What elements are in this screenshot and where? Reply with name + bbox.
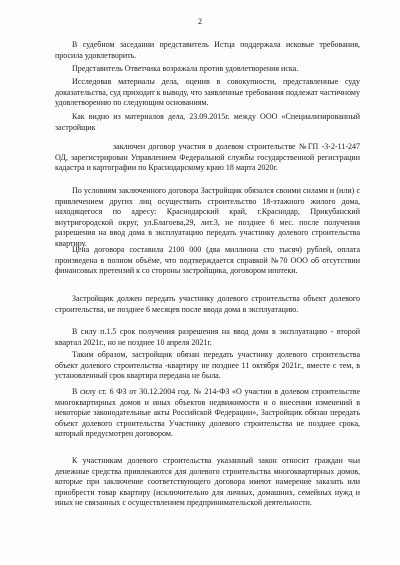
- paragraph-transfer-deadline: Таким образом, застройщик обязан передать участнику долевого строительства объект долевого строительства -квартиру не позднее 11 октября 2021г., вместе с тем, в установленный срок квартира передана не была.: [55, 350, 360, 381]
- paragraph-court-findings: Исследовав материалы дела, оценив в совокупности, представленные суду доказательства, суд приходит к выводу, что заявленные требования подлежат частичному удовлетворению по следующим основаниям.: [55, 77, 360, 108]
- paragraph-contract-price: Цена договора составила 2100 000 (два миллиона сто тысяч) рублей, оплата произведена в полном объёме, что подтверждается справкой №70 ООО об отсутствии финансовых претензий к со стороны застройщика, договором ипотеки.: [55, 245, 360, 276]
- paragraph-federal-law: В силу ст. 6 ФЗ от 30.12.2004 год. № 214-ФЗ «О участии в долевом строительстве многоквартирных домов и иных объектов недвижимости и о внесении изменений в некоторые законодательные акты Российской Федерации», Застройщик обязан передать объект долевого строительства Участнику долевого строительства не позднее срока, который предусмотрен договором.: [55, 387, 360, 439]
- paragraph-participants: К участникам долевого строительства указанный закон относит граждан чьи денежные средства привлекаются для долевого строительства многоквартирных домов, которые при заключение соответствующего договора имеют намерение заказать или приобрести товар квартиру (исключительно для личных, домашних, семейных нужд и иных не связанных с осуществлением предпринимательской деятельности.: [55, 456, 360, 508]
- paragraph-permit-deadline: В силу п.1.5 срок получения разрешения на ввод дома в эксплуатацию - второй квартал 2021г., но не позднее 10 апреля 2021г.: [55, 327, 360, 347]
- paragraph-transfer-obligation: Застройщик должен передать участнику долевого строительства объект долевого строительства, не позднее 6 месяцев после ввода дома в эксплуатацию.: [55, 294, 360, 314]
- paragraph-contract-terms: По условиям заключенного договора Застройщик обязался своими силами и (или) с привлечением других лиц осуществить строительство 18-этажного жилого дома, находящегося по адресу: Краснодарский край, г.Краснодар, Прикубанский внутригородской округ, ул.Благоева,29, лит.3, не позднее 6 мес. после получения разрешения на ввод дома в эксплуатацию передать участнику долевого строительства квартиру.: [55, 186, 360, 248]
- paragraph-claim-support: В судебном заседании представитель Истца поддержала исковые требования, просила удовлетворить.: [55, 40, 360, 60]
- paragraph-contract-date: Как видно из материалов дела, 23.09.2015г. между ООО «Специализированный застройщик: [55, 112, 360, 132]
- paragraph-defendant-objection: Представитель Ответчика возражала против удовлетворения иска.: [72, 64, 299, 73]
- page-number: 2: [198, 17, 202, 26]
- paragraph-contract-registration: заключен договор участия в долевом строительстве №ГП -3-2-11-247 ОД, зарегистрирован Управлением Федеральной службы государственной регистрации кадастра и картографии по Краснодарскому краю 18 марта 2020г.: [55, 142, 360, 173]
